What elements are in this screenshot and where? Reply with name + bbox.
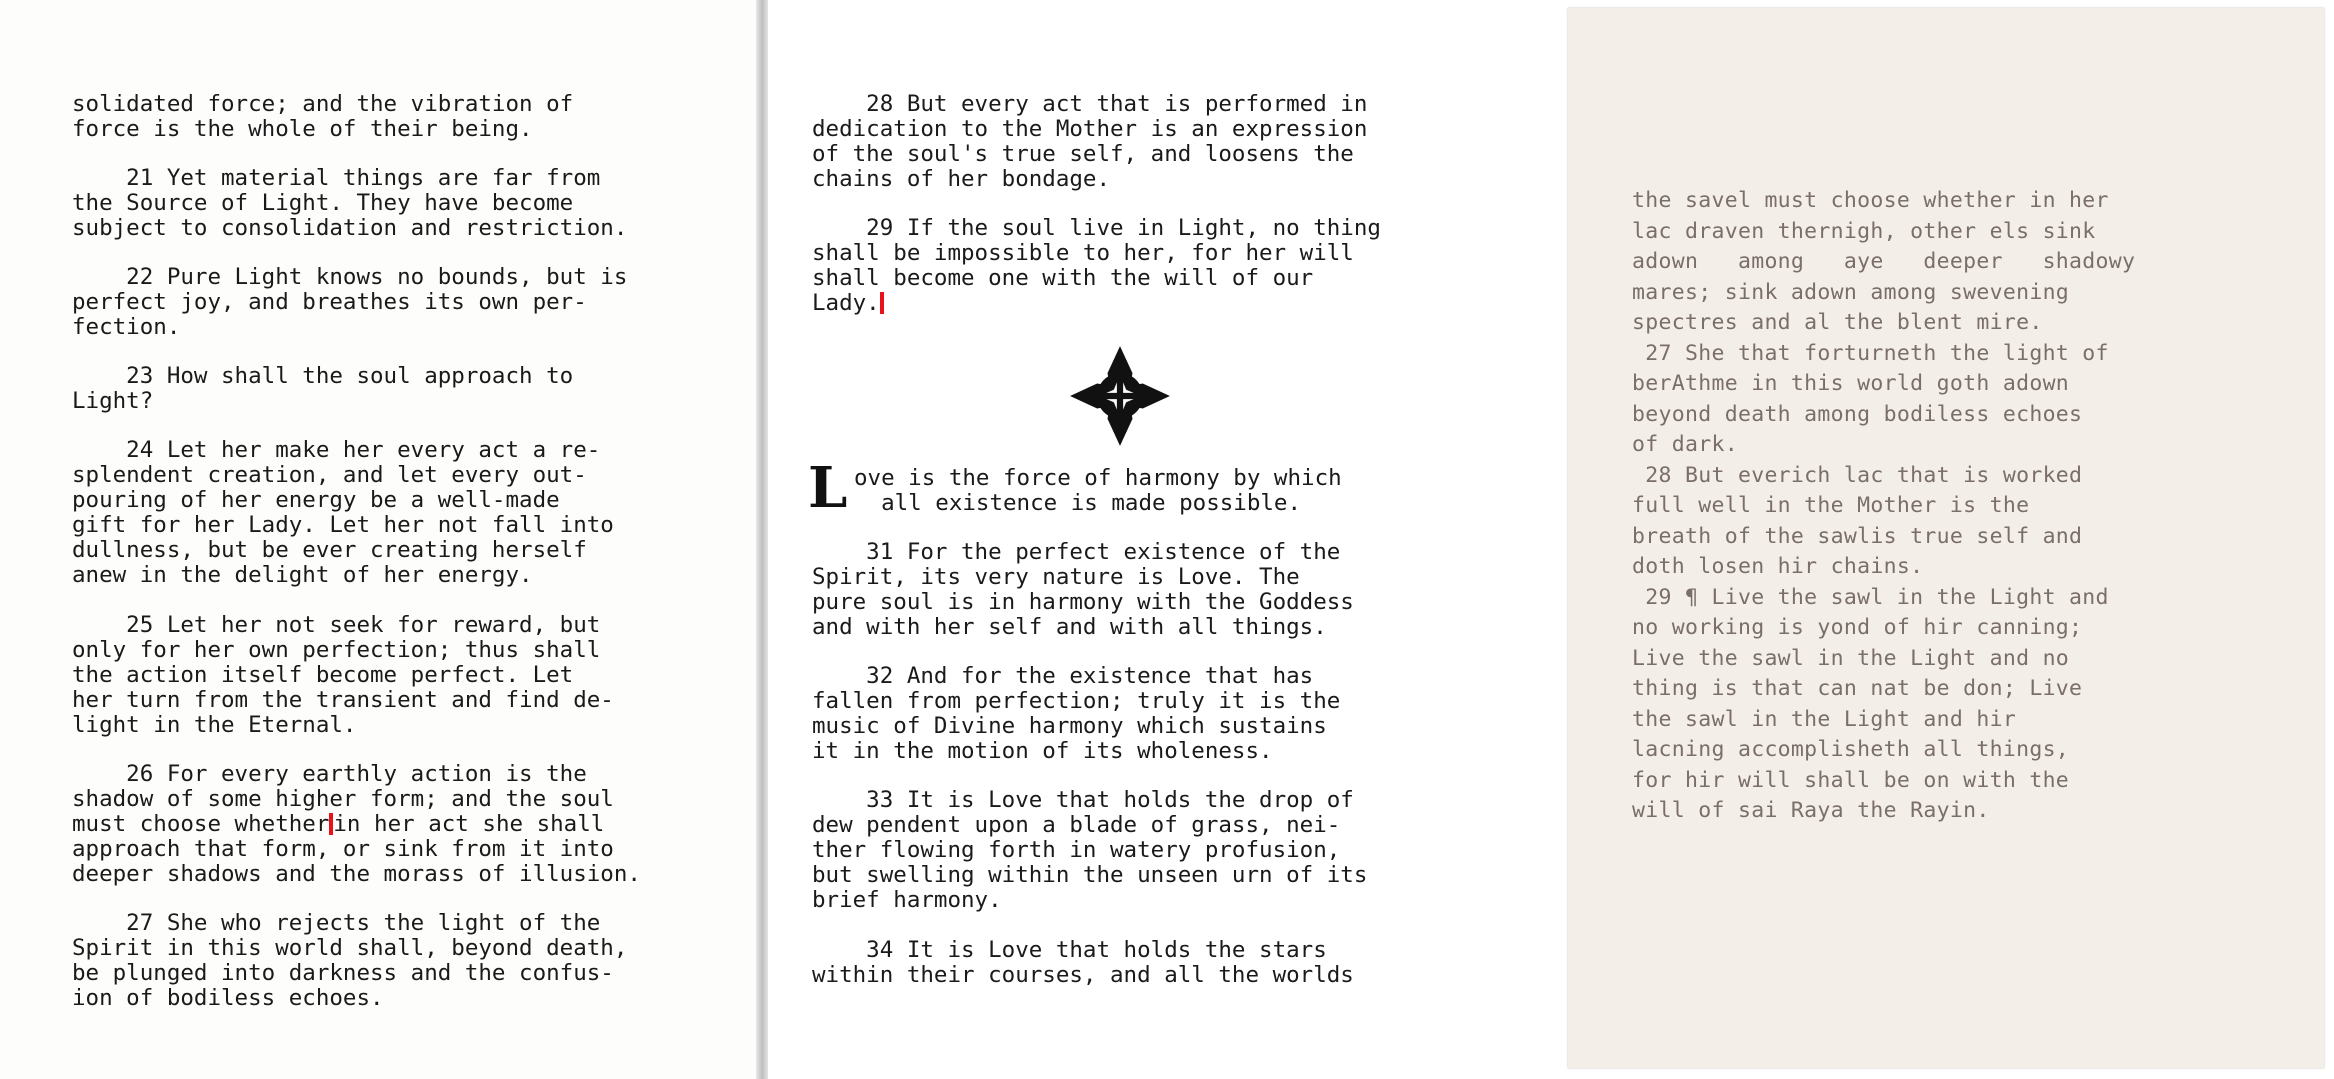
paragraph-29-text: 29 If the soul live in Light, no thing shall be impossible to her, for her will shall become one with the will of our Lady. <box>812 215 1381 316</box>
paragraph-26 <box>72 762 641 887</box>
paragraph-32: 32 And for the existence that has fallen from perfection; truly it is the music of Divine harmony which sustains it in the motion of its wholeness. <box>812 663 1341 764</box>
gothic-text-block: the savel must choose whether in her lac draven thernigh, other els sink adown among aye deeper shadowy mares; sink adown among swevening spectres and al the blent mire. 27 She that forturneth the light of berAthme in this world goth adown beyond death among bodiless echoes of dark. 28 But everich lac that is worked full well in the Mother is the breath of the sawlis true self and doth losen hir chains. 29 ¶ Live the sawl in the Light and no working is yond of hir canning; Live the sawl in the Light and no thing is that can nat be don; Live the sawl in the Light and hir lacning accomplisheth all things, for hir will shall be on with the will of sai Raya the Rayin. <box>1632 188 2136 823</box>
paragraph-29 <box>812 216 1381 316</box>
paragraph-21: 21 Yet material things are far from the Source of Light. They have become subject to consolidation and restriction. <box>72 165 628 241</box>
paragraph-25: 25 Let her not seek for reward, but only for her own perfection; thus shall the action itself become perfect. Let her turn from the transient and find de- light in the Eternal. <box>72 612 614 738</box>
paragraph-26-end: in her act she shall approach that form, or sink from it into deeper shadows and the morass of illusion. <box>72 811 641 887</box>
paragraph-27: 27 She who rejects the light of the Spirit in this world shall, beyond death, be plunged into darkness and the confus- ion of bodiless echoes. <box>72 910 628 1011</box>
red-marker <box>880 292 884 314</box>
drop-cap-letter: L <box>808 455 848 521</box>
paragraph-23: 23 How shall the soul approach to Light? <box>72 363 574 414</box>
cross-ornament-icon <box>1068 344 1172 448</box>
right-book-page <box>768 0 1518 1079</box>
paragraph-continuation: solidated force; and the vibration of force is the whole of their being. <box>72 91 574 142</box>
paragraph-30: ove is the force of harmony by which all existence is made possible. <box>854 465 1342 516</box>
paragraph-28: 28 But every act that is performed in dedication to the Mother is an expression of the soul's true self, and loosens the chains of her bondage. <box>812 91 1368 192</box>
paragraph-33: 33 It is Love that holds the drop of dew pendent upon a blade of grass, nei- ther flowing forth in watery profusion, but swelling within the unseen urn of its brief harmony. <box>812 787 1368 913</box>
gothic-script-card <box>1568 8 2324 1068</box>
left-book-page <box>0 0 760 1079</box>
paragraph-34: 34 It is Love that holds the stars within their courses, and all the worlds <box>812 937 1354 988</box>
paragraph-22: 22 Pure Light knows no bounds, but is perfect joy, and breathes its own per- fection. <box>72 264 628 340</box>
paragraph-24: 24 Let her make her every act a re- splendent creation, and let every out- pouring of her energy be a well-made gift for her Lady. Let her not fall into dullness, but be ever creating herself anew in the delight of her energy. <box>72 437 614 588</box>
label-strip <box>1518 0 1572 1079</box>
paragraph-26-start: 26 For every earthly action is the shadow of some higher form; and the soul must choose whether <box>72 761 614 837</box>
paragraph-31: 31 For the perfect existence of the Spirit, its very nature is Love. The pure soul is in harmony with the Goddess and with her self and with all things. <box>812 539 1354 640</box>
